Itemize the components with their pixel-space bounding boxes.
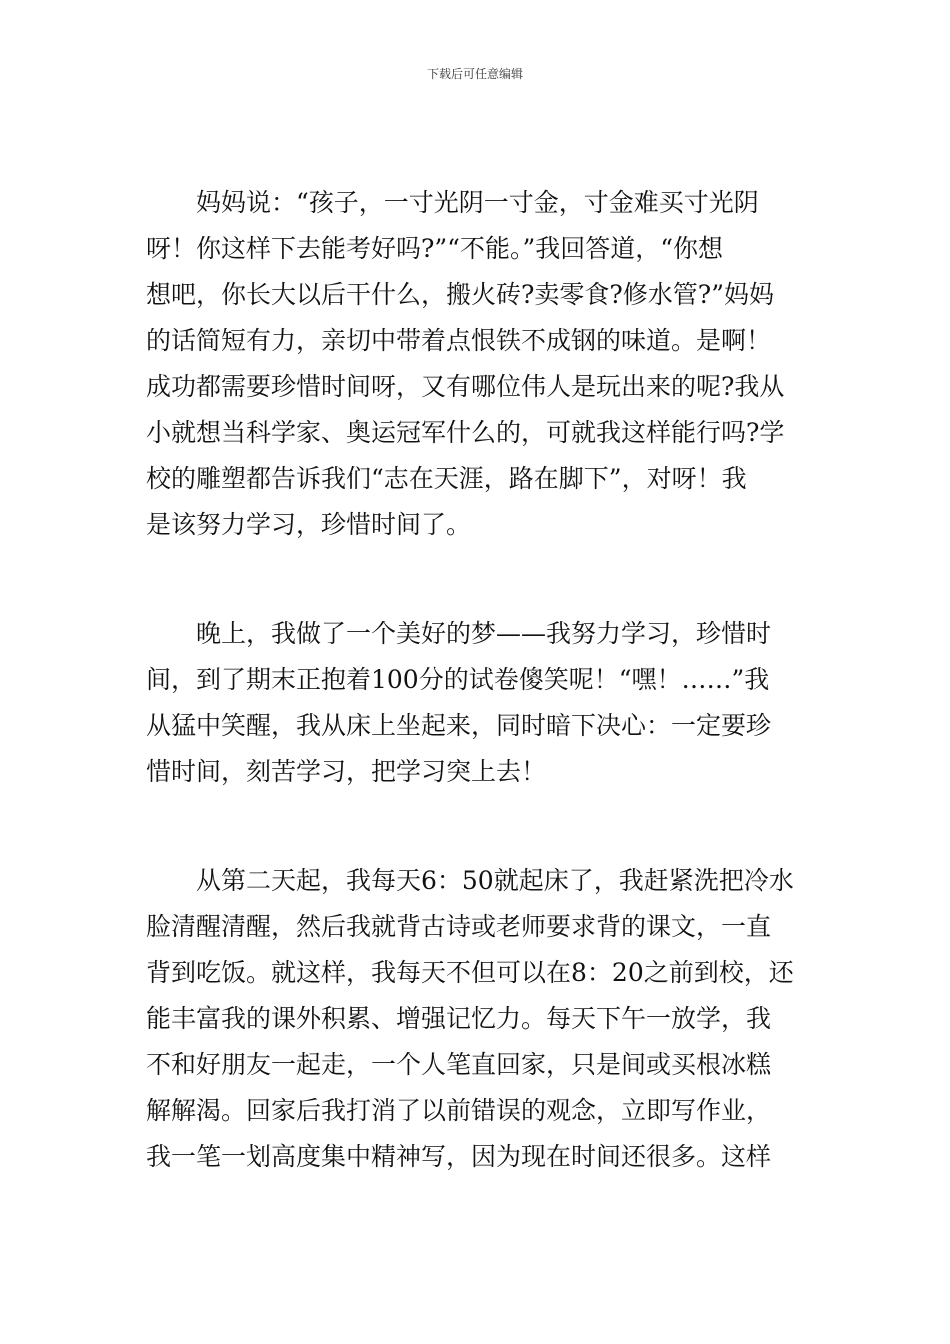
- paragraph-spacer: [146, 795, 807, 858]
- paragraph-line: 解解渴。回家后我打消了以前错误的观念，立即写作业，: [146, 1096, 772, 1125]
- document-body: [146, 180, 807, 1180]
- paragraph-line: 小就想当科学家、奥运冠军什么的，可就我这样能行吗?学: [146, 418, 785, 447]
- paragraph-line: 晚上，我做了一个美好的梦——我努力学习，珍惜时: [196, 619, 772, 648]
- paragraph-line: 背到吃饭。就这样，我每天不但可以在8：20之前到校，还: [146, 958, 794, 987]
- paragraph-line: 成功都需要珍惜时间呀，又有哪位伟人是玩出来的呢?我从: [146, 372, 785, 401]
- paragraph-spacer: [146, 548, 807, 611]
- paragraph-line: 从第二天起，我每天6：50就起床了，我赶紧洗把冷水: [196, 866, 794, 895]
- paragraph-line: 的话简短有力，亲切中带着点恨铁不成钢的味道。是啊！: [146, 326, 772, 355]
- paragraph-line: 惜时间，刻苦学习，把学习突上去！: [146, 757, 547, 786]
- paragraph-3: [146, 858, 807, 1180]
- paragraph-line: 想吧，你长大以后干什么，搬火砖?卖零食?修水管?”妈妈: [146, 280, 774, 309]
- paragraph-line: 妈妈说：“孩子，一寸光阴一寸金，寸金难买寸光阴: [196, 188, 759, 217]
- page-header: 下载后可任意编辑: [426, 67, 523, 81]
- paragraph-line: 我一笔一划高度集中精神写，因为现在时间还很多。这样: [146, 1142, 772, 1171]
- paragraph-line: 呀！你这样下去能考好吗?”“不能。”我回答道，“你想: [146, 234, 724, 263]
- paragraph-line: 脸清醒清醒，然后我就背古诗或老师要求背的课文，一直: [146, 912, 772, 941]
- paragraph-line: 间，到了期末正抱着100分的试卷傻笑呢！“嘿！……”我: [146, 665, 770, 694]
- paragraph-2: [146, 611, 807, 795]
- paragraph-line: 是该努力学习，珍惜时间了。: [146, 510, 472, 539]
- paragraph-line: 能丰富我的课外积累、增强记忆力。每天下午一放学，我: [146, 1004, 772, 1033]
- paragraph-line: 从猛中笑醒，我从床上坐起来，同时暗下决心：一定要珍: [146, 711, 772, 740]
- paragraph-line: 校的雕塑都告诉我们“志在天涯，路在脚下”，对呀！我: [146, 464, 747, 493]
- paragraph-1: [146, 180, 807, 548]
- paragraph-line: 不和好朋友一起走，一个人笔直回家，只是间或买根冰糕: [146, 1050, 772, 1079]
